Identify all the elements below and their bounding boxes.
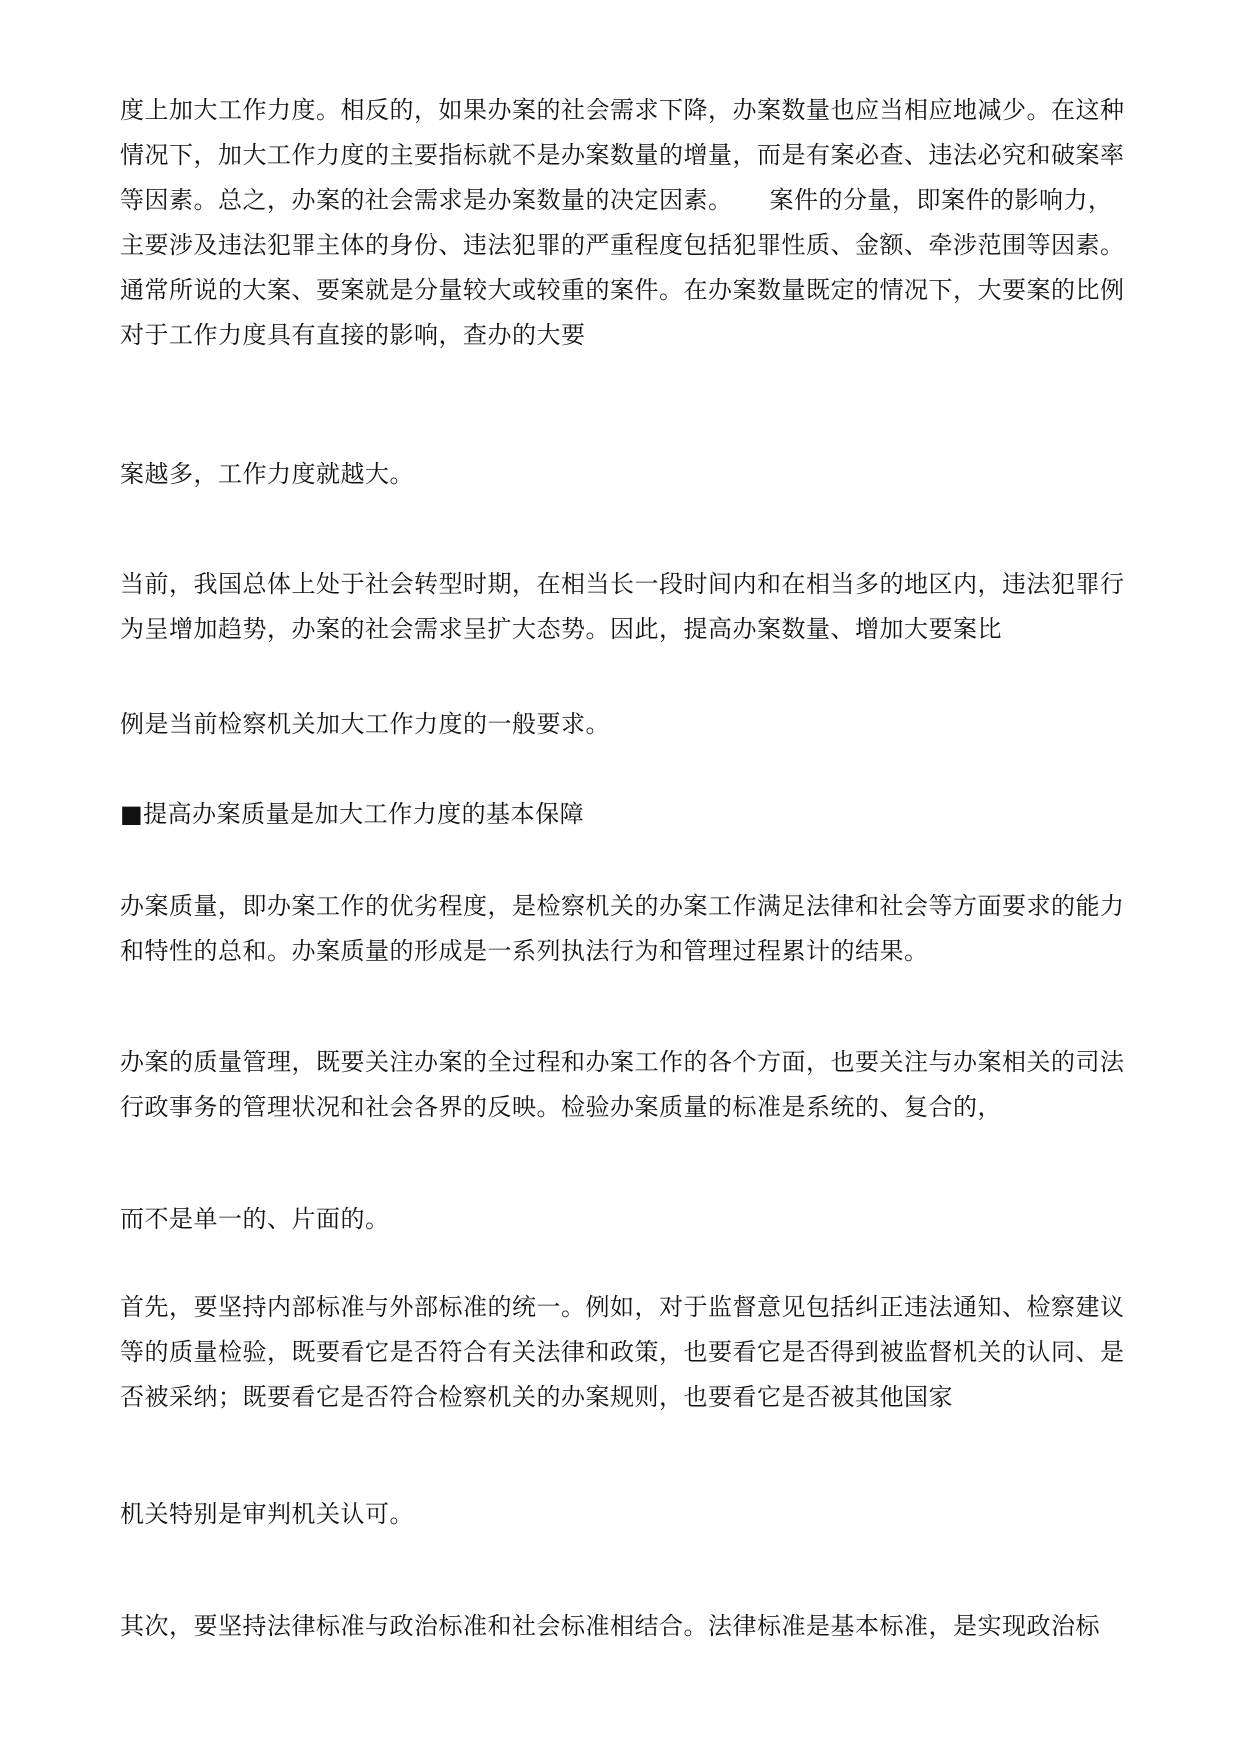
paragraph-work-intensity-cases: 度上加大工作力度。相反的，如果办案的社会需求下降，办案数量也应当相应地减少。在这种情况下，加大工作力度的主要指标就不是办案数量的增量，而是有案必查、违法必究和破案率等因素。总之，办案的社会需求是办案数量的决定因素。 案件的分量，即案件的影响力，主要涉及违法犯罪主体的身份、违法犯罪的严重程度包括犯罪性质、金额、牵涉范围等因素。通常所说的大案、要案就是分量较大或较重的案件。在办案数量既定的情况下，大要案的比例对于工作力度具有直接的影响，查办的大要 <box>120 96 1125 349</box>
paragraph-first-standard: 首先，要坚持内部标准与外部标准的统一。例如，对于监督意见包括纠正违法通知、检察建议等的质量检验，既要看它是否符合有关法律和政策，也要看它是否得到被监督机关的认同、是否被采纳；既要看它是否符合检察机关的办案规则，也要看它是否被其他国家 <box>120 1293 1125 1411</box>
paragraph-second-standard: 其次，要坚持法律标准与政治标准和社会标准相结合。法律标准是基本标准，是实现政治标 <box>120 1612 1100 1640</box>
paragraph-more-cases: 案越多，工作力度就越大。 <box>120 460 414 488</box>
paragraph-not-single: 而不是单一的、片面的。 <box>120 1205 390 1233</box>
paragraph-quality-management: 办案的质量管理，既要关注办案的全过程和办案工作的各个方面，也要关注与办案相关的司法行政事务的管理状况和社会各界的反映。检验办案质量的标准是系统的、复合的， <box>120 1048 1125 1121</box>
paragraph-judicial-recognition: 机关特别是审判机关认可。 <box>120 1500 414 1528</box>
section-heading-quality: ■提高办案质量是加大工作力度的基本保障 <box>120 800 585 828</box>
paragraph-general-requirement: 例是当前检察机关加大工作力度的一般要求。 <box>120 710 610 738</box>
paragraph-quality-definition: 办案质量，即办案工作的优劣程度，是检察机关的办案工作满足法律和社会等方面要求的能力和特性的总和。办案质量的形成是一系列执法行为和管理过程累计的结果。 <box>120 892 1125 965</box>
paragraph-social-transition: 当前，我国总体上处于社会转型时期，在相当长一段时间内和在相当多的地区内，违法犯罪行为呈增加趋势，办案的社会需求呈扩大态势。因此，提高办案数量、增加大要案比 <box>120 570 1125 643</box>
